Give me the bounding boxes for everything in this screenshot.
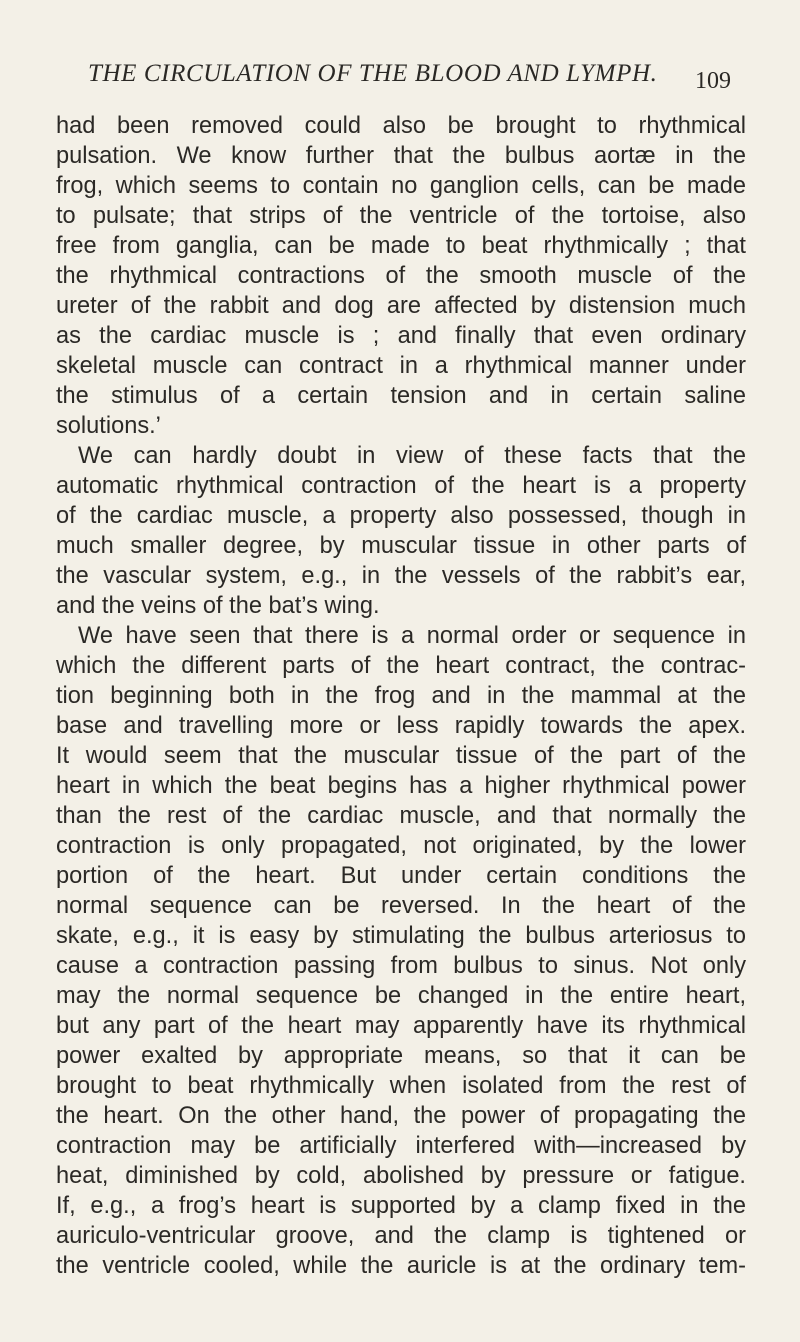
text-line: skate, e.g., it is easy by stimulating the bulbus arteriosus to xyxy=(56,923,746,949)
text-line: had been removed could also be brought to rhythmical xyxy=(56,113,746,139)
text-line: skeletal muscle can contract in a rhythmical manner under xyxy=(56,353,746,379)
text-line: cause a contraction passing from bulbus to sinus. Not only xyxy=(56,953,746,979)
running-title: THE CIRCULATION OF THE BLOOD AND LYMPH. xyxy=(88,60,658,87)
text-line: to pulsate; that strips of the ventricle of the tortoise, also xyxy=(56,203,746,229)
text-line: power exalted by appropriate means, so that it can be xyxy=(56,1043,746,1069)
running-head xyxy=(88,60,731,96)
page-number: 109 xyxy=(695,68,731,94)
text-line: which the different parts of the heart contract, the contrac- xyxy=(56,653,746,679)
text-line: the rhythmical contractions of the smooth muscle of the xyxy=(56,263,746,289)
text-line: automatic rhythmical contraction of the heart is a property xyxy=(56,473,746,499)
text-line: pulsation. We know further that the bulbus aortæ in the xyxy=(56,143,746,169)
text-line: portion of the heart. But under certain conditions the xyxy=(56,863,746,889)
text-line: heart in which the beat begins has a higher rhythmical power xyxy=(56,773,746,799)
text-line: the ventricle cooled, while the auricle is at the ordinary tem- xyxy=(56,1253,746,1279)
text-line: the stimulus of a certain tension and in certain saline xyxy=(56,383,746,409)
text-line: ureter of the rabbit and dog are affected by distension much xyxy=(56,293,746,319)
text-line: much smaller degree, by muscular tissue in other parts of xyxy=(56,533,746,559)
text-line: and the veins of the bat’s wing. xyxy=(56,593,380,619)
text-line: We have seen that there is a normal order or sequence in xyxy=(78,623,746,649)
text-line: tion beginning both in the frog and in the mammal at the xyxy=(56,683,746,709)
text-line: solutions.’ xyxy=(56,413,161,439)
text-line: It would seem that the muscular tissue of the part of the xyxy=(56,743,746,769)
text-line: contraction may be artificially interfered with—increased by xyxy=(56,1133,746,1159)
text-line: than the rest of the cardiac muscle, and that normally the xyxy=(56,803,746,829)
text-line: heat, diminished by cold, abolished by pressure or fatigue. xyxy=(56,1163,746,1189)
text-line: the vascular system, e.g., in the vessels of the rabbit’s ear, xyxy=(56,563,746,589)
text-line: auriculo-ventricular groove, and the clamp is tightened or xyxy=(56,1223,746,1249)
text-line: free from ganglia, can be made to beat rhythmically ; that xyxy=(56,233,746,259)
text-line: contraction is only propagated, not originated, by the lower xyxy=(56,833,746,859)
text-line: normal sequence can be reversed. In the heart of the xyxy=(56,893,746,919)
body-text xyxy=(56,112,746,1342)
text-line: of the cardiac muscle, a property also possessed, though in xyxy=(56,503,746,529)
text-line: We can hardly doubt in view of these facts that the xyxy=(78,443,746,469)
text-line: as the cardiac muscle is ; and finally that even ordinary xyxy=(56,323,746,349)
text-line: but any part of the heart may apparently have its rhythmical xyxy=(56,1013,746,1039)
text-line: base and travelling more or less rapidly towards the apex. xyxy=(56,713,746,739)
text-line: brought to beat rhythmically when isolated from the rest of xyxy=(56,1073,746,1099)
text-line: the heart. On the other hand, the power of propagating the xyxy=(56,1103,746,1129)
text-line: may the normal sequence be changed in the entire heart, xyxy=(56,983,746,1009)
text-line: frog, which seems to contain no ganglion cells, can be made xyxy=(56,173,746,199)
text-line: If, e.g., a frog’s heart is supported by a clamp fixed in the xyxy=(56,1193,746,1219)
